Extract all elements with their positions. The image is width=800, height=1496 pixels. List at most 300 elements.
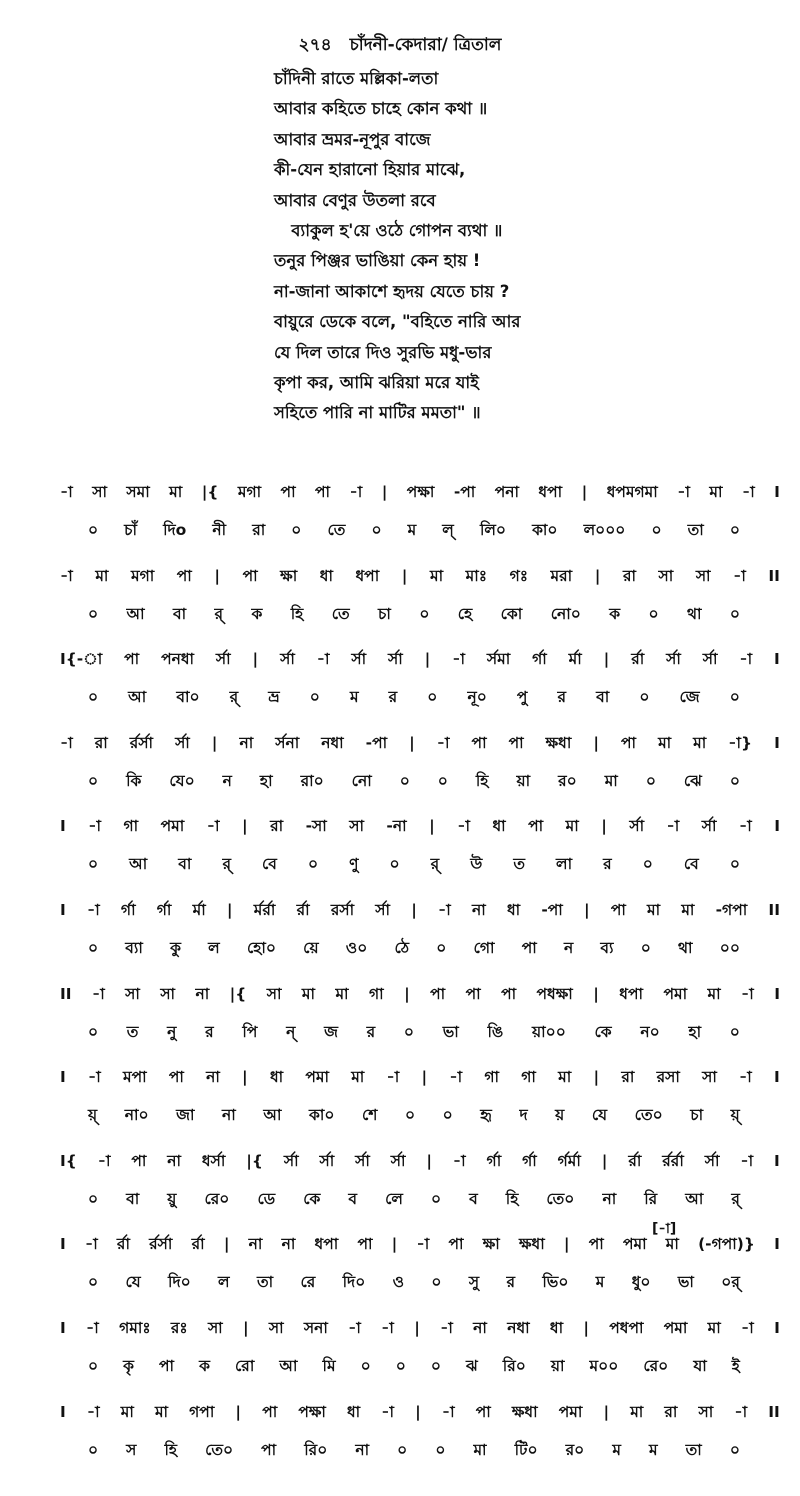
swara-note: র্সা [215,650,231,669]
swara-note: -া [677,483,690,501]
lyric-syllable: রে [300,1273,316,1292]
swara-note: -া [739,1068,752,1087]
swara-note: -া [381,1402,395,1421]
swara-note: | [593,1068,600,1087]
lyric-syllable: আ [685,1189,704,1208]
swara-note: রা [664,1402,678,1421]
lyric-syllable: যে [125,1273,141,1292]
swara-note: সা [266,984,282,1003]
swara-note: মা [565,817,579,836]
swara-note: মরা [550,566,573,585]
lyric-syllable: ০ [88,1189,99,1208]
lyric-syllable: হো০ [246,938,276,957]
lyric-syllable: ক [609,604,621,623]
lyric-syllable: র্ [222,855,231,874]
lyric-syllable: ম [407,521,417,539]
swara-note: র্সমা [486,650,511,669]
swara-note: রসা [656,1068,680,1087]
swara-note: | [603,1402,610,1421]
swara-note: ধপা [314,1235,339,1254]
swara-note: মা [647,900,661,919]
swara-note: -া [741,483,755,501]
swara-note: ধপা [619,984,644,1003]
swara-note: র্রর্সা [129,733,154,752]
swara-note: | [415,1402,421,1421]
lyric-syllable: ০ [639,688,650,707]
lyrics-block [274,64,694,429]
lyric-syllable: ও [392,1273,405,1292]
lyric-syllable: ন [563,938,574,957]
lyric-syllable: রি০ [304,1440,328,1459]
lyric-syllable: ভা [677,1273,694,1292]
swara-note: II [60,984,72,1003]
lyric-syllable: থা [678,938,693,957]
lyric-syllable: ০ [88,1440,99,1459]
swara-note: | [235,1402,242,1421]
lyric-syllable: র [366,1022,376,1041]
swara-note: ক্ষা [280,566,298,585]
swara-note: পা [176,566,192,585]
swara-note: র্সা [283,1151,299,1170]
lyric-syllable: য়ে [303,938,319,957]
notation-row [60,814,780,898]
swara-note: গা [368,984,384,1003]
lyric-syllable: ০ [437,771,448,790]
lyric-syllable: ০ [729,521,740,539]
lyric-syllable: ০ [397,1440,408,1459]
lyric-syllable: র্ [214,604,224,623]
lyric-syllable: ০ [651,521,662,539]
swara-note: পা [621,733,637,752]
lyric-syllable: ল্ [442,521,454,539]
swara-note: | [581,483,588,501]
page-number: ২৭৪ [298,35,332,55]
swara-note: র্সনা [275,733,300,752]
swara-note: র্সা [701,817,717,836]
swara-note: পা [357,1235,373,1254]
swara-note: না [473,1318,487,1337]
swara-note: | [411,900,417,919]
swara-note: পা [430,984,446,1003]
swara-note: মা [301,984,316,1003]
lyric-syllable: ০ [405,1106,416,1125]
swara-note: I [774,817,780,836]
swara-note: -া [381,1318,394,1337]
lyric-syllable: শে [361,1106,378,1125]
swara-note: ধা [269,1068,284,1087]
swara-note: ধা [346,1402,361,1421]
swara-note: মা [335,984,349,1003]
swara-note: পা [475,1402,491,1421]
lyric-syllable: ব [469,1189,478,1208]
swara-note: ক্ষা [482,1235,500,1254]
swara-note: | [226,900,233,919]
swara-line [60,814,780,840]
notation-row [60,1149,780,1233]
lyric-syllable: রা [252,521,266,539]
lyric-syllable: পা [159,1356,175,1375]
swara-note: I [60,817,66,836]
lyric-syllable: আ [129,855,148,874]
swara-note: মা [169,483,183,501]
lyric-syllable: ০ [360,1356,371,1375]
lyric-syllable: নী [212,521,227,539]
lyric-syllable: দিo [163,521,187,539]
lyric-syllable: ক [251,604,263,623]
lyric-syllable: ব্যা [125,938,143,957]
swara-note: -া [457,817,470,836]
swara-note: সনা [303,1318,328,1337]
lyric-syllable: দি০ [168,1273,191,1292]
swara-note: গা [521,1068,536,1087]
lyric-syllable: ০ [435,1440,446,1459]
notation-row [60,647,780,731]
lyric-syllable: ০০ [719,938,740,957]
swara-note: নধা [321,733,344,752]
lyric-syllable: ম [349,688,359,707]
lyric-syllable: ০ [729,604,740,623]
swara-note: পমা [622,1235,647,1254]
swara-note: র্সা [702,650,718,669]
lyric-syllable: টি০ [514,1440,538,1459]
lyric-syllable: ০ [642,855,653,874]
swara-note: র্সা [704,1151,720,1170]
swara-note: -া [348,1318,361,1337]
lyric-syllable: দ [519,1106,528,1125]
lyric-syllable: ০ [88,771,99,790]
swara-note: II [768,566,780,585]
lyric-syllable: দি০ [342,1273,366,1292]
lyric-syllable-line [60,769,740,795]
lyric-syllable: র [557,688,567,707]
swara-note: সা [658,566,674,585]
swara-note: পধক্ষা [536,984,573,1003]
lyric-syllable-line [60,1020,740,1046]
swara-note: পমা [160,817,185,836]
swara-note: র্সা [390,1151,406,1170]
lyric-syllable: মা [604,771,618,790]
swara-note: | [414,1318,420,1337]
lyric-syllable: ০ [88,1356,99,1375]
lyric-syllable: বা০ [176,688,200,707]
swara-note: I [774,1068,780,1087]
notation-block [60,480,780,1483]
swara-note: -া [386,1068,400,1087]
swara-line [60,1149,780,1175]
swara-note: ধর্সা [201,1151,226,1170]
swara-note: | [426,1151,432,1170]
lyric-syllable: য়া [550,1356,565,1375]
swara-note: | [241,817,248,836]
notation-row [60,1065,780,1149]
swara-note: -া [440,1318,453,1337]
swara-note: -া [316,650,330,669]
lyric-syllable: রি০ [502,1356,526,1375]
swara-note: | [593,733,600,752]
lyric-syllable: ধু০ [631,1273,651,1292]
lyric-syllable: রে০ [204,1189,230,1208]
lyric-syllable: ম [649,1440,658,1459]
swara-note: -পা [365,733,388,752]
swara-note: সা [92,483,107,501]
swara-note: মা [351,1068,365,1087]
lyric-syllable: ভি০ [542,1273,569,1292]
swara-note: সা [702,1068,717,1087]
lyric-syllable: লে [385,1189,403,1208]
lyric-syllable: ০ [729,855,740,874]
lyric-syllable: র০ [565,1440,585,1459]
swara-line [60,731,780,757]
lyric-syllable: জা [176,1106,195,1125]
swara-note: নধা [507,1318,530,1337]
lyric-syllable: লি০ [479,521,506,539]
swara-note: র্রা [631,650,645,669]
swara-note: II [768,900,780,919]
lyric-syllable-line [60,1270,740,1296]
swara-note: র্মা [192,900,206,919]
lyric-syllable: না০ [124,1106,149,1125]
swara-note: পক্ষা [406,483,435,501]
swara-note: মা [154,1402,169,1421]
swara-note: | [252,650,259,669]
lyric-syllable: বা [172,604,187,623]
swara-note: র্রা [191,1235,205,1254]
swara-note: -া [738,817,752,836]
lyric-line: কৃপা কর, আমি ঝরিয়া মরে যাই [274,372,479,392]
lyric-syllable: কে [594,1022,612,1041]
swara-note: -া [739,650,753,669]
lyric-syllable-line [60,852,740,878]
lyric-syllable: ত [513,855,525,874]
swara-note: -পা [541,900,563,919]
swara-note: পা [262,1402,278,1421]
swara-line [60,982,780,1008]
swara-note: -পা [453,483,476,501]
swara-note: I [774,650,780,669]
lyric-syllable: হৃ [480,1106,492,1125]
swara-note: | [421,1068,428,1087]
swara-note: -া [734,1402,748,1421]
lyric-syllable: য় [555,1106,565,1125]
lyric-syllable: ই [731,1356,740,1375]
lyric-syllable: হা [259,771,273,790]
swara-note: র্সা [388,650,403,669]
lyric-syllable: চা [690,1106,704,1125]
swara-note: পা [280,483,296,501]
lyric-syllable: রা০ [300,771,324,790]
swara-note: -া [452,1151,466,1170]
swara-note: মগা [130,566,155,585]
swara-note: পা [508,733,524,752]
swara-note: -া [452,650,465,669]
swara-note: পা [610,900,626,919]
swara-note: মপা [122,1068,147,1087]
swara-note: | [601,817,607,836]
swara-line [60,564,780,590]
swara-note: -া [88,817,102,836]
swara-note: র্গা [156,900,172,919]
lyric-syllable: ন [222,771,232,790]
lyric-syllable: র্ [229,688,239,707]
lyric-line: আবার কহিতে চাহে কোন কথা ॥ [274,99,488,119]
lyric-syllable: বে [262,855,277,874]
swara-note: মা [658,733,672,752]
lyric-syllable: ম০০ [589,1356,619,1375]
swara-note: না [239,733,254,752]
lyric-syllable: ০ [431,1273,442,1292]
swara-note: | [242,1318,249,1337]
lyric-syllable: ভা [442,1022,459,1041]
lyric-syllable: ল [218,1273,230,1292]
swara-note: I{ [60,1151,77,1170]
lyric-syllable: ঝ [465,1356,478,1375]
swara-note: | [404,984,410,1003]
swara-note: না [248,1235,263,1254]
swara-note: ক্ষধা [545,733,572,752]
swara-note: -া [60,733,73,752]
lyric-syllable: ০ [88,688,99,707]
lyric-syllable: ০ [88,521,99,539]
swara-note: মাঃ [465,566,488,585]
swara-note: -না [386,817,407,836]
swara-line [60,480,780,506]
lyric-syllable: পা [261,1440,277,1459]
swara-note: র্গা [522,1151,537,1170]
lyric-syllable: যা [693,1356,707,1375]
lyric-syllable: জে [679,688,700,707]
swara-note: মগা [237,483,262,501]
lyric-syllable: তে০ [546,1189,575,1208]
notation-row [60,982,780,1066]
lyric-syllable: আ [279,1356,298,1375]
lyric-syllable-line [60,685,740,711]
lyric-syllable: ঠে [394,938,410,957]
swara-note: র্রা [628,1151,642,1170]
lyric-syllable: ও০ [345,938,368,957]
swara-note: -া [733,566,746,585]
lyric-syllable: ০ [371,521,382,539]
lyric-syllable: র [506,1273,515,1292]
swara-note: পা [471,733,487,752]
lyric-syllable: ০ [640,938,651,957]
swara-note: I [60,1402,66,1421]
lyric-syllable: ০ [88,938,99,957]
swara-note: | [593,984,599,1003]
swara-note: | [583,1318,590,1337]
lyric-syllable: আ [263,1106,282,1125]
lyric-syllable: লা [556,855,573,874]
swara-note: মা [120,1402,134,1421]
lyric-syllable: না [222,1106,236,1125]
lyric-syllable: র০ [558,771,577,790]
swara-note: | [381,483,388,501]
swara-note: -া [666,817,680,836]
swara-note: র্সা [666,650,681,669]
lyric-syllable: পু [516,688,528,707]
swara-line [60,1232,780,1258]
lyric-syllable: ০ [307,855,319,874]
lyric-syllable: ০ [395,1356,406,1375]
lyric-syllable: পা [521,938,537,957]
swara-line [60,1400,780,1426]
lyric-syllable-line [60,602,740,628]
song-title: চাঁদনী-কেদারা/ ত্রিতাল [349,35,502,55]
lyric-syllable: র্ [430,855,440,874]
swara-note: রা [270,817,284,836]
notation-row [60,564,780,648]
swara-note: সা [698,1402,714,1421]
notation-row [60,1316,780,1400]
notation-row [60,1232,780,1316]
swara-note: মা [95,566,109,585]
lyric-line: না-জানা আকাশে হৃদয় যেতে চায় ? [274,281,510,301]
lyric-syllable: কে [303,1189,321,1208]
lyric-syllable: ঝে [683,771,702,790]
lyric-syllable: য়া [516,771,531,790]
swara-note: I [60,900,66,919]
swara-note: I [774,733,780,752]
swara-note: র্সা [629,817,645,836]
swara-note: পা [528,817,544,836]
lyric-syllable: ক [199,1356,210,1375]
lyric-syllable: তা [685,1440,702,1459]
swara-note: পা [588,1235,604,1254]
lyric-syllable: নো [351,771,372,790]
lyric-syllable: তে০ [205,1440,234,1459]
swara-note: র্সা [280,650,295,669]
swara-note: পা [168,1068,184,1087]
lyric-line: আবার ভ্রমর-নূপুর বাজে [274,129,431,149]
lyric-syllable: র [205,1022,214,1041]
lyric-syllable: উ [470,855,483,874]
swara-note: I [60,1068,66,1087]
swara-note: I [774,483,780,501]
swara-line [60,898,780,924]
swara-note: | [603,650,610,669]
swara-note: -া [206,817,220,836]
swara-note: র্রর্রা [662,1151,684,1170]
lyric-syllable-line [60,1103,740,1129]
swara-note: -া [416,1235,430,1254]
lyric-syllable: ০ [729,771,740,790]
lyric-syllable-line [60,1438,740,1464]
lyric-syllable-line [60,1187,740,1213]
swara-note: | [563,1235,570,1254]
swara-note: ধপা [355,566,380,585]
swara-note: |{ [246,1151,263,1170]
swara-note: মা [665,1235,679,1254]
swara-note: ধপা [538,483,563,501]
lyric-syllable: কো [500,604,523,623]
lyric-syllable: হি [290,604,304,623]
lyric-syllable: তা [687,521,704,539]
lyric-syllable: ল০০০ [583,521,626,539]
swara-note: -া [349,483,363,501]
lyric-syllable: ০ [291,521,302,539]
swara-note: II [768,1402,780,1421]
lyric-syllable: বে [683,855,699,874]
swara-note: র্গা [486,1151,502,1170]
lyric-syllable: চা [378,604,391,623]
swara-note: পা [315,483,331,501]
lyric-line: বায়ুরে ডেকে বলে, "বহিতে নারি আর [274,312,521,332]
lyric-syllable: ম [612,1440,621,1459]
swara-note: গমাঃ [119,1318,151,1337]
swara-note: -া [449,1068,463,1087]
lyric-line: সহিতে পারি না মাটির মমতা" ॥ [274,403,481,423]
swara-note: রা [622,566,636,585]
lyric-syllable: বা [178,855,192,874]
